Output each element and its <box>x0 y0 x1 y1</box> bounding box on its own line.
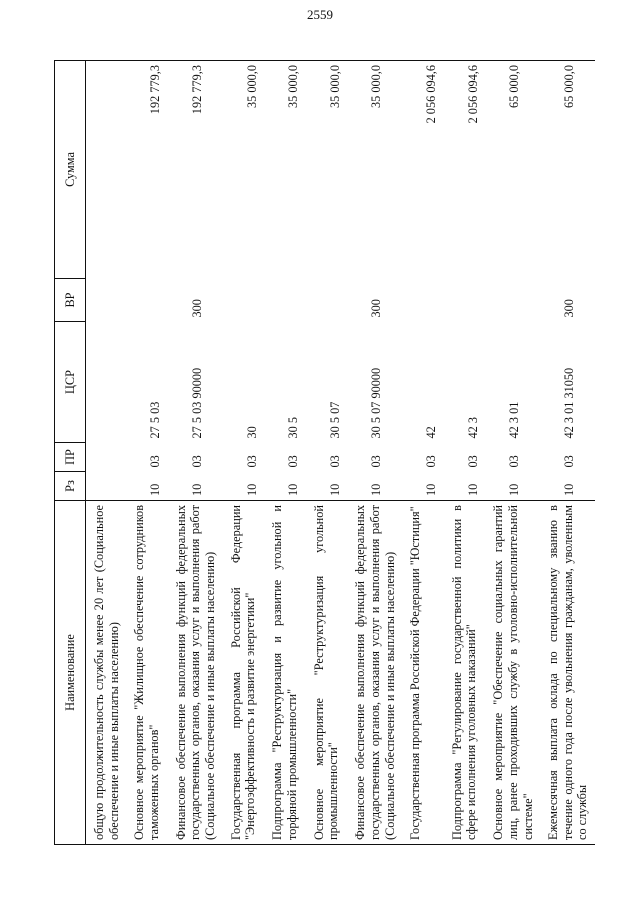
cell-pr: 03 <box>244 455 259 468</box>
cell-vr <box>223 279 265 322</box>
table-row <box>126 61 168 845</box>
table-row <box>444 61 486 845</box>
cell-vr <box>306 279 348 322</box>
budget-table <box>54 60 595 845</box>
cell-rz: 10 <box>189 483 204 496</box>
cell-vr <box>485 279 540 322</box>
cell-pr: 03 <box>148 455 163 468</box>
cell-pr: 03 <box>507 455 522 468</box>
cell-rz: 10 <box>244 483 259 496</box>
cell-sum: 2 056 094,6 <box>402 61 444 279</box>
cell-sum: 35 000,0 <box>223 61 265 279</box>
cell-vr: 300 <box>369 299 384 318</box>
page-number: 2559 <box>307 7 333 22</box>
cell-csr: 42 3 <box>465 416 480 439</box>
header-rz: Рз <box>55 472 86 501</box>
table-row <box>485 61 540 845</box>
cell-pr: 03 <box>424 455 439 468</box>
cell-pr: 03 <box>286 455 301 468</box>
cell-csr: 30 5 <box>286 416 301 439</box>
header-pr: ПР <box>55 443 86 472</box>
cell-vr <box>126 279 168 322</box>
cell-sum: 192 779,3 <box>126 61 168 279</box>
cell-name: Государственная программа Российской Федерации "Энергоэффективность и развитие энергетики" <box>223 501 265 845</box>
cell-rz: 10 <box>148 483 163 496</box>
cell-pr <box>86 443 127 472</box>
cell-name: Ежемесячная выплата оклада по специальному званию в течение одного года после увольнения гражданам, уволенным со службы <box>540 501 595 845</box>
cell-rz <box>86 472 127 501</box>
header-vr: ВР <box>55 279 86 322</box>
rotated-table-container <box>54 61 618 845</box>
cell-rz: 10 <box>369 483 384 496</box>
cell-csr: 42 <box>424 426 439 439</box>
cell-csr: 27 5 03 <box>148 401 163 439</box>
table-row <box>402 61 444 845</box>
header-csr: ЦСР <box>55 322 86 443</box>
cell-pr: 03 <box>369 455 384 468</box>
cell-vr: 300 <box>562 299 577 318</box>
cell-pr: 03 <box>327 455 342 468</box>
cell-vr <box>402 279 444 322</box>
table-row <box>168 61 223 845</box>
cell-rz: 10 <box>507 483 522 496</box>
cell-csr: 30 5 07 <box>327 401 342 439</box>
cell-vr: 300 <box>189 299 204 318</box>
table-row <box>86 61 127 845</box>
table-row <box>347 61 402 845</box>
cell-name: Финансовое обеспечение выполнения функций федеральных государственных органов, оказания услуг и выполнения работ (Социальное обеспечение и иные выплаты населению) <box>347 501 402 845</box>
cell-sum: 35 000,0 <box>306 61 348 279</box>
cell-csr <box>86 322 127 443</box>
cell-sum: 35 000,0 <box>347 61 402 279</box>
cell-name: Основное мероприятие "Реструктуризация угольной промышленности" <box>306 501 348 845</box>
cell-name: Подпрограмма "Реструктуризация и развитие угольной и торфяной промышленности" <box>264 501 306 845</box>
cell-name: Финансовое обеспечение выполнения функций федеральных государственных органов, оказания услуг и выполнения работ (Социальное обеспечение и иные выплаты населению) <box>168 501 223 845</box>
cell-name: Основное мероприятие "Жилищное обеспечение сотрудников таможенных органов" <box>126 501 168 845</box>
cell-pr: 03 <box>189 455 204 468</box>
table-row <box>223 61 265 845</box>
cell-rz: 10 <box>327 483 342 496</box>
cell-sum: 65 000,0 <box>540 61 595 279</box>
cell-vr <box>86 279 127 322</box>
cell-sum: 65 000,0 <box>485 61 540 279</box>
cell-csr: 30 5 07 90000 <box>369 367 384 439</box>
cell-csr: 42 3 01 31050 <box>562 367 577 439</box>
cell-csr: 30 <box>244 426 259 439</box>
cell-rz: 10 <box>424 483 439 496</box>
header-name: Наименование <box>55 501 86 845</box>
cell-name: общую продолжительность службы менее 20 лет (Социальное обеспечение и иные выплаты населению) <box>86 501 127 845</box>
table-row <box>540 61 595 845</box>
cell-vr <box>444 279 486 322</box>
cell-csr: 42 3 01 <box>507 401 522 439</box>
cell-sum: 2 056 094,6 <box>444 61 486 279</box>
cell-pr: 03 <box>465 455 480 468</box>
cell-name: Подпрограмма "Регулирование государственной политики в сфере исполнения уголовных наказаний" <box>444 501 486 845</box>
cell-name: Основное мероприятие "Обеспечение социальных гарантий лиц, ранее проходивших службу в уголовно-исполнительной системе" <box>485 501 540 845</box>
cell-rz: 10 <box>286 483 301 496</box>
header-sum: Сумма <box>55 61 86 279</box>
cell-vr <box>264 279 306 322</box>
cell-rz: 10 <box>562 483 577 496</box>
cell-name: Государственная программа Российской Федерации "Юстиция" <box>402 501 444 845</box>
cell-rz: 10 <box>465 483 480 496</box>
cell-sum: 35 000,0 <box>264 61 306 279</box>
cell-csr: 27 5 03 90000 <box>189 367 204 439</box>
cell-pr: 03 <box>562 455 577 468</box>
table-row <box>306 61 348 845</box>
header-row <box>55 61 86 845</box>
cell-sum: 192 779,3 <box>168 61 223 279</box>
cell-sum <box>86 61 127 279</box>
table-row <box>264 61 306 845</box>
